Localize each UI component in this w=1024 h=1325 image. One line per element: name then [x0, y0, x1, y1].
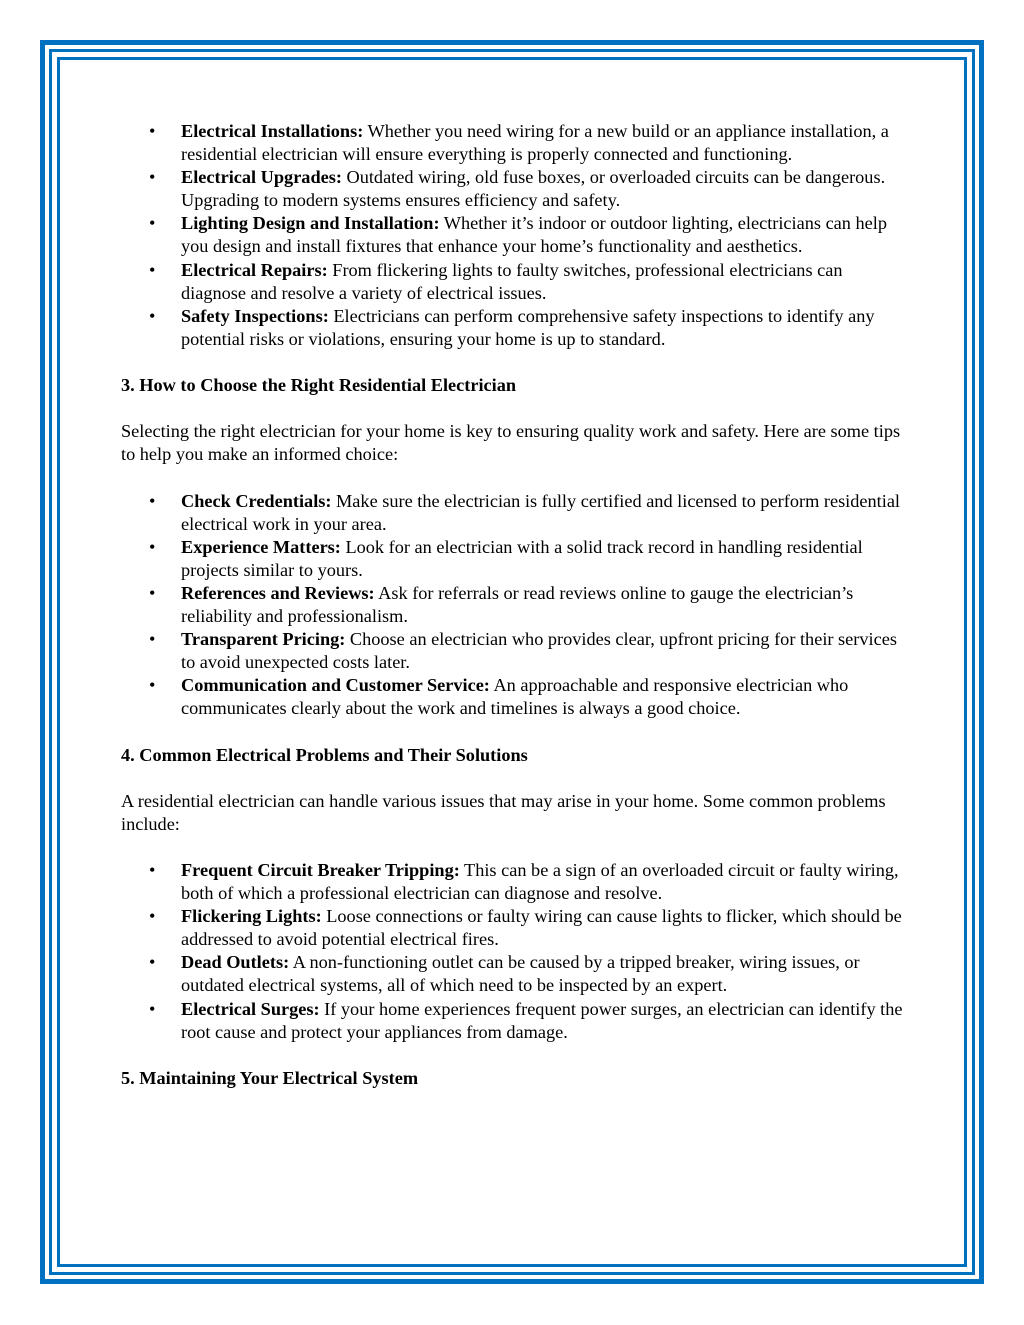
list-item-term: Check Credentials:: [181, 490, 332, 511]
list-item-term: Lighting Design and Installation:: [181, 213, 440, 234]
list-item-text: Whether it’s indoor or outdoor lighting, electricians can help you design and install fixtures that enhance your home’s functionality and aesthetics.: [181, 213, 887, 257]
common-problems-list: [121, 859, 911, 1044]
list-item: [121, 859, 911, 905]
list-item: [121, 120, 911, 166]
list-item: [121, 305, 911, 351]
list-item-term: Electrical Upgrades:: [181, 167, 342, 188]
list-item-term: Communication and Customer Service:: [181, 675, 490, 696]
list-item: [121, 674, 911, 720]
section-4-intro: A residential electrician can handle various issues that may arise in your home. Some common problems include:: [121, 790, 886, 834]
list-item-term: Dead Outlets:: [181, 952, 290, 973]
list-item-text: If your home experiences frequent power surges, an electrician can identify the root cause and protect your appliances from damage.: [181, 998, 903, 1042]
section-3-intro: Selecting the right electrician for your home is key to ensuring quality work and safety. Here are some tips to help you make an informed choice:: [121, 421, 901, 465]
choosing-tips-list: [121, 490, 911, 721]
list-item: [121, 998, 911, 1044]
list-item: [121, 628, 911, 674]
section-4-heading: 4. Common Electrical Problems and Their Solutions: [121, 744, 528, 765]
list-item-text: Electricians can perform comprehensive safety inspections to identify any potential risks or violations, ensuring your home is up to standard.: [181, 305, 875, 349]
list-item-term: Transparent Pricing:: [181, 629, 346, 650]
document-body: [121, 120, 911, 1090]
section-5-heading: 5. Maintaining Your Electrical System: [121, 1067, 419, 1088]
list-item-text: Choose an electrician who provides clear, upfront pricing for their services to avoid unexpected costs later.: [181, 629, 897, 673]
services-list: [121, 120, 911, 351]
list-item: [121, 582, 911, 628]
list-item-term: Experience Matters:: [181, 536, 341, 557]
list-item-term: References and Reviews:: [181, 582, 375, 603]
list-item-text: A non-functioning outlet can be caused by a tripped breaker, wiring issues, or outdated electrical systems, all of which need to be inspected by an expert.: [181, 952, 860, 996]
list-item: [121, 490, 911, 536]
list-item-term: Electrical Installations:: [181, 121, 364, 141]
list-item: [121, 212, 911, 258]
list-item-term: Electrical Repairs:: [181, 259, 328, 280]
list-item-text: This can be a sign of an overloaded circuit or faulty wiring, both of which a professional electrician can diagnose and resolve.: [181, 860, 899, 904]
list-item-term: Frequent Circuit Breaker Tripping:: [181, 860, 460, 880]
list-item-text: Loose connections or faulty wiring can cause lights to flicker, which should be addressed to avoid potential electrical fires.: [181, 906, 902, 950]
list-item-text: Make sure the electrician is fully certified and licensed to perform residential electrical work in your area.: [181, 490, 901, 534]
list-item-term: Safety Inspections:: [181, 305, 329, 326]
section-3-heading: 3. How to Choose the Right Residential Electrician: [121, 375, 517, 396]
list-item: [121, 536, 911, 582]
list-item: [121, 166, 911, 212]
list-item-text: Outdated wiring, old fuse boxes, or overloaded circuits can be dangerous. Upgrading to modern systems ensures efficiency and safety.: [181, 167, 886, 211]
list-item-text: From flickering lights to faulty switches, professional electricians can diagnose and resolve a variety of electrical issues.: [181, 259, 843, 303]
list-item: [121, 951, 911, 997]
list-item-text: Look for an electrician with a solid track record in handling residential projects similar to yours.: [181, 536, 863, 580]
list-item-text: An approachable and responsive electrician who communicates clearly about the work and timelines is always a good choice.: [181, 675, 849, 719]
list-item-term: Flickering Lights:: [181, 906, 322, 927]
list-item-text: Ask for referrals or read reviews online to gauge the electrician’s reliability and professionalism.: [181, 582, 854, 626]
list-item-term: Electrical Surges:: [181, 998, 320, 1019]
list-item-text: Whether you need wiring for a new build or an appliance installation, a residential electrician will ensure everything is properly connected and functioning.: [181, 121, 889, 165]
list-item: [121, 259, 911, 305]
list-item: [121, 905, 911, 951]
